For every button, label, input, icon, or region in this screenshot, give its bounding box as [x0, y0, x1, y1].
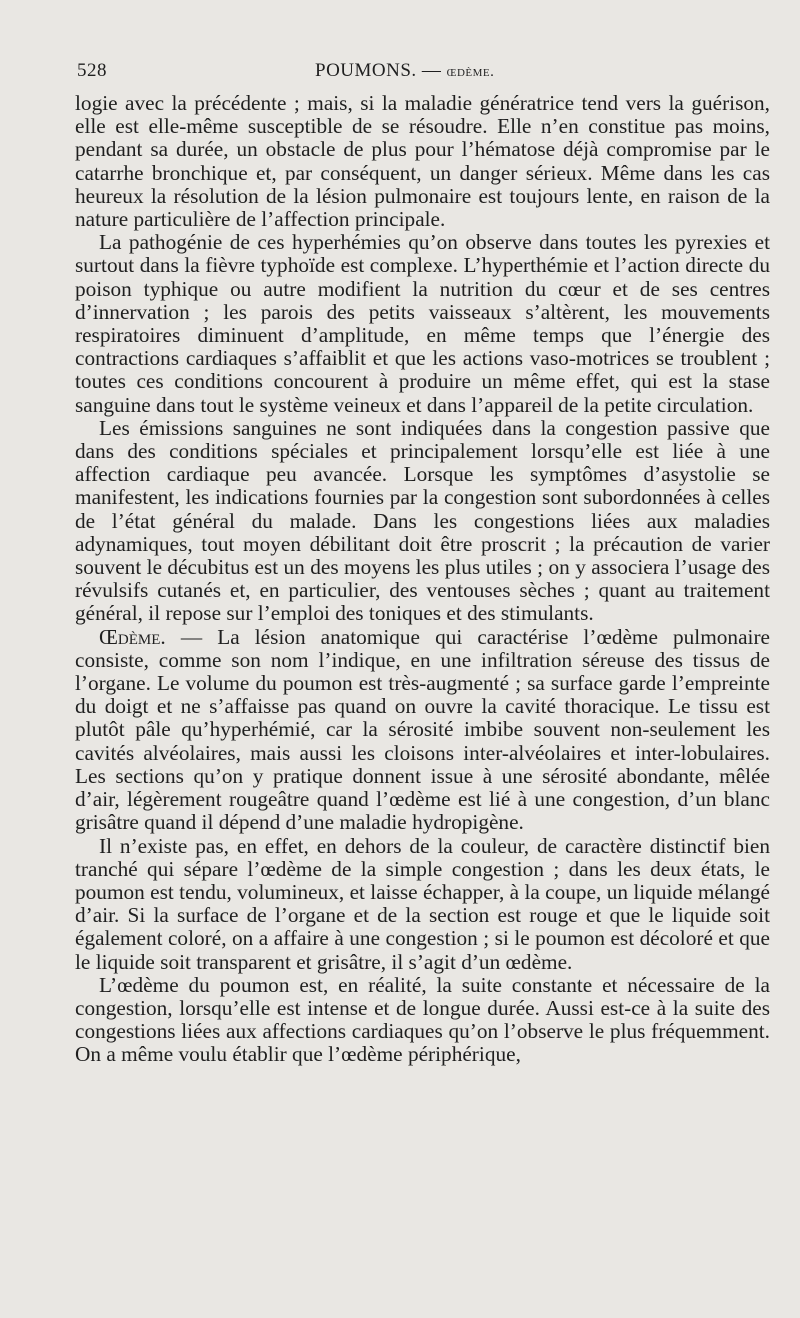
paragraph-continued: logie avec la précédente ; mais, si la maladie génératrice tend vers la guérison, elle est elle-même susceptible de se résoudre. Elle n’en constitue pas moins, pendant sa durée, un obstacle de plus pour l’hématose déjà compromise par le catarrhe bronchique et, par conséquent, un danger sérieux. Même dans les cas heureux la résolution de la lésion pulmonaire est toujours lente, en raison de la nature particulière de l’affection principale.: [75, 91, 770, 232]
paragraph-suite-congestion: L’œdème du poumon est, en réalité, la suite constante et nécessaire de la congestion, lorsqu’elle est intense et de longue durée. Aussi est-ce à la suite des congestions liées aux affections cardiaques qu’on l’observe le plus fréquemment. On a même voulu établir que l’œdème périphérique,: [75, 972, 770, 1067]
running-title-main: POUMONS. —: [315, 60, 447, 81]
running-title-section: œdème.: [446, 64, 495, 80]
paragraph-caractere-distinctif: Il n’existe pas, en effet, en dehors de la couleur, de caractère distinctif bien tranché qui sépare l’œdème de la simple congestion ; dans les deux états, le poumon est tendu, volumineux, et laisse échapper, à la coupe, un liquide mélangé d’air. Si la surface de l’organe et de la section est rouge et que le liquide soit également coloré, on a affaire à une congestion ; si le poumon est décoloré et que le liquide soit transparent et grisâtre, il s’agit d’un œdème.: [75, 833, 770, 974]
running-title: [315, 60, 494, 82]
oedeme-text: — La lésion anatomique qui caractérise l’œdème pulmonaire consiste, comme son nom l’indique, en une infiltration séreuse des tissus de l’organe. Le volume du poumon est très-augmenté ; sa surface garde l’empreinte du doigt et ne s’affaisse pas quand on ouvre la cavité thoracique. Le tissu est plutôt pâle qu’hyperhémié, car la sérosité imbibe souvent non-seulement les cavités alvéolaires, mais aussi les cloisons inter-alvéolaires et inter-lobulaires. Les sections qu’on y pratique donnent issue à une sérosité abondante, mêlée d’air, légèrement rougeâtre quand l’œdème est lié à une congestion, d’un blanc grisâtre quand il dépend d’une maladie hydropigène.: [75, 624, 770, 835]
body-text: [75, 92, 770, 1067]
running-head: [75, 58, 770, 92]
page-number: 528: [77, 60, 107, 81]
section-heading-oedeme: Œdème.: [99, 624, 166, 649]
paragraph-pathogenie: La pathogénie de ces hyperhémies qu’on observe dans toutes les pyrexies et surtout dans la fièvre typhoïde est complexe. L’hyperthémie et l’action directe du poison typhique ou autre modifient la nutrition du cœur et de ses centres d’innervation ; les parois des petits vaisseaux s’altèrent, les mouvements respiratoires diminuent d’amplitude, en même temps que l’énergie des contractions cardiaques s’affaiblit et que les actions vaso-motrices se troublent ; toutes ces conditions concourent à produire un même effet, qui est la stase sanguine dans tout le système veineux et dans l’appareil de la petite circulation.: [75, 230, 770, 417]
paragraph-emissions-sanguines: Les émissions sanguines ne sont indiquées dans la congestion passive que dans des conditions spéciales et principalement lorsqu’elle est liée à une affection cardiaque peu avancée. Lorsque les symptômes d’asystolie se manifestent, les indications fournies par la congestion sont subordonnées à celles de l’état général du malade. Dans les congestions liées aux maladies adynamiques, tout moyen débilitant doit être proscrit ; la précaution de varier souvent le décubitus est un des moyens les plus utiles ; on y associera l’usage des révulsifs cutanés et, en particulier, des ventouses sèches ; quant au traitement général, il repose sur l’emploi des toniques et des stimulants.: [75, 415, 770, 626]
paragraph-oedeme: [75, 626, 770, 835]
